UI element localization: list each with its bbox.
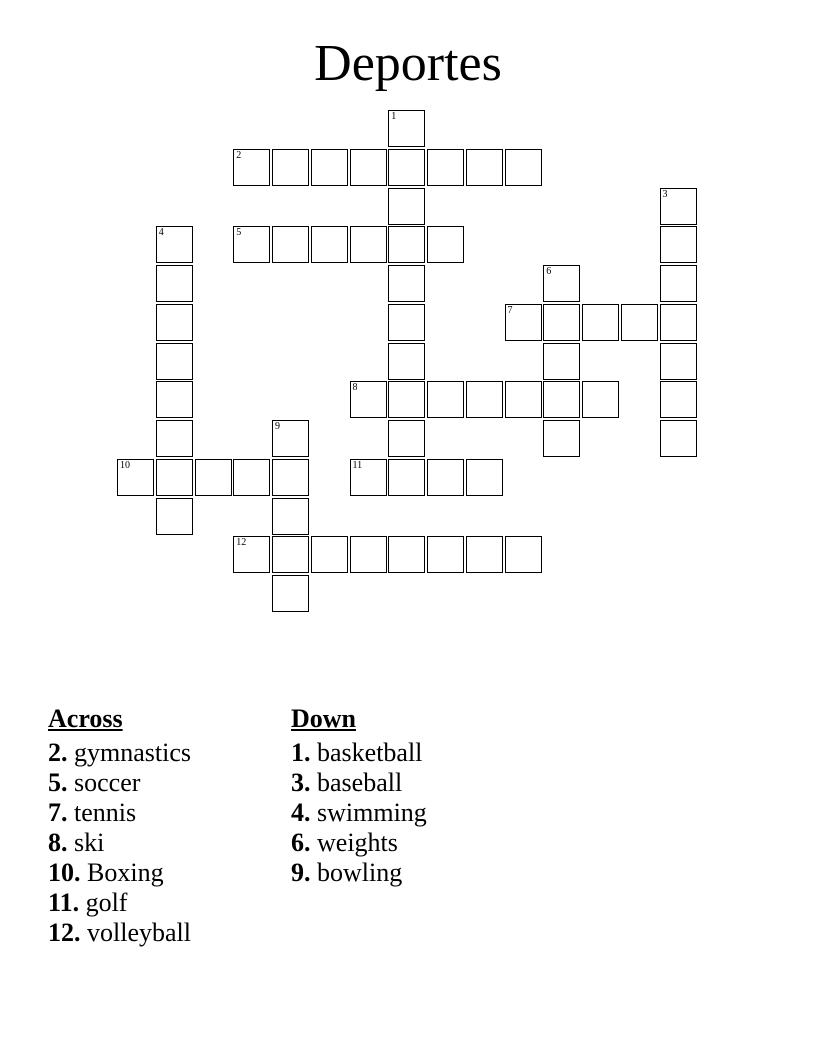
across-heading: Across xyxy=(48,704,123,733)
grid-cell[interactable] xyxy=(660,188,697,225)
across-clue-list xyxy=(48,738,191,948)
grid-cell[interactable] xyxy=(466,536,503,573)
grid-cell[interactable] xyxy=(272,226,309,263)
grid-cell[interactable] xyxy=(466,381,503,418)
grid-cell[interactable] xyxy=(660,265,697,302)
cell-number: 10 xyxy=(120,459,130,471)
grid-cell[interactable] xyxy=(466,149,503,186)
grid-cell[interactable] xyxy=(117,459,154,496)
cell-number: 4 xyxy=(158,227,164,239)
cell-number: 9 xyxy=(275,421,280,432)
across-clue xyxy=(48,918,191,948)
down-clue xyxy=(291,858,427,888)
down-clue xyxy=(291,738,427,768)
clue-number: 8. xyxy=(48,828,68,857)
across-clue xyxy=(48,798,191,828)
grid-cell[interactable] xyxy=(388,149,425,186)
grid-cell[interactable] xyxy=(350,381,387,418)
cell-number: 6 xyxy=(546,266,552,277)
grid-cell[interactable] xyxy=(388,381,425,418)
down-clues xyxy=(291,704,427,888)
cell-number: 2 xyxy=(236,149,242,161)
grid-cell[interactable] xyxy=(427,149,464,186)
clue-number: 12. xyxy=(48,918,81,947)
grid-cell[interactable] xyxy=(388,304,425,341)
clue-number: 2. xyxy=(48,738,68,767)
clue-text: weights xyxy=(310,828,398,857)
clue-text: Boxing xyxy=(80,858,164,887)
clue-number: 5. xyxy=(48,768,68,797)
grid-cell[interactable] xyxy=(272,420,309,457)
grid-cell[interactable] xyxy=(388,459,425,496)
grid-cell[interactable] xyxy=(582,381,619,418)
grid-cell[interactable] xyxy=(272,498,309,535)
grid-cell[interactable] xyxy=(156,498,193,535)
clue-text: volleyball xyxy=(80,918,191,947)
grid-cell[interactable] xyxy=(156,459,193,496)
grid-cell[interactable] xyxy=(543,420,580,457)
clue-text: gymnastics xyxy=(67,738,191,767)
clue-number: 4. xyxy=(291,798,311,827)
cell-number: 12 xyxy=(236,537,247,549)
clue-text: basketball xyxy=(310,738,423,767)
clue-number: 11. xyxy=(48,888,80,917)
grid-cell[interactable] xyxy=(388,536,425,573)
grid-cell[interactable] xyxy=(195,459,232,496)
across-clue xyxy=(48,768,191,798)
clue-number: 7. xyxy=(48,798,68,827)
grid-cell[interactable] xyxy=(388,226,425,263)
grid-cell[interactable] xyxy=(233,226,270,263)
clue-number: 10. xyxy=(48,858,81,887)
grid-cell[interactable] xyxy=(233,459,270,496)
cell-number: 1 xyxy=(391,111,397,122)
grid-cell[interactable] xyxy=(505,149,542,186)
grid-cell[interactable] xyxy=(156,265,193,302)
grid-cell[interactable] xyxy=(543,343,580,380)
clue-text: ski xyxy=(67,828,105,857)
grid-cell[interactable] xyxy=(621,304,658,341)
grid-cell[interactable] xyxy=(388,265,425,302)
down-clue xyxy=(291,768,427,798)
grid-cell[interactable] xyxy=(388,110,425,147)
grid-cell[interactable] xyxy=(660,304,697,341)
across-clue xyxy=(48,828,191,858)
grid-cell[interactable] xyxy=(505,304,542,341)
down-clue-list xyxy=(291,738,427,888)
grid-cell[interactable] xyxy=(660,226,697,263)
grid-cell[interactable] xyxy=(156,381,193,418)
cell-number: 3 xyxy=(662,188,668,200)
grid-cell[interactable] xyxy=(156,304,193,341)
grid-cell[interactable] xyxy=(156,226,193,263)
grid-cell[interactable] xyxy=(156,343,193,380)
grid-cell[interactable] xyxy=(350,149,387,186)
across-clue xyxy=(48,738,191,768)
cell-number: 8 xyxy=(352,382,358,394)
clue-text: soccer xyxy=(67,768,141,797)
grid-cell[interactable] xyxy=(233,536,270,573)
grid-cell[interactable] xyxy=(427,226,464,263)
grid-cell[interactable] xyxy=(660,381,697,418)
cell-number: 11 xyxy=(352,459,363,471)
across-clue xyxy=(48,858,191,888)
clue-text: swimming xyxy=(310,798,427,827)
grid-cell[interactable] xyxy=(350,226,387,263)
grid-cell[interactable] xyxy=(272,575,309,612)
grid-cell[interactable] xyxy=(543,265,580,302)
clue-text: golf xyxy=(79,888,128,917)
grid-cell[interactable] xyxy=(388,420,425,457)
cell-number: 5 xyxy=(236,227,242,239)
grid-cell[interactable] xyxy=(350,536,387,573)
clue-number: 1. xyxy=(291,738,311,767)
grid-cell[interactable] xyxy=(543,381,580,418)
grid-cell[interactable] xyxy=(427,536,464,573)
grid-cell[interactable] xyxy=(660,420,697,457)
grid-cell[interactable] xyxy=(582,304,619,341)
grid-cell[interactable] xyxy=(505,381,542,418)
down-clue xyxy=(291,798,427,828)
clue-text: bowling xyxy=(310,858,403,887)
grid-cell[interactable] xyxy=(427,381,464,418)
grid-cell[interactable] xyxy=(272,536,309,573)
grid-cell[interactable] xyxy=(350,459,387,496)
down-heading: Down xyxy=(291,704,357,733)
grid-cell[interactable] xyxy=(543,304,580,341)
grid-cell[interactable] xyxy=(466,459,503,496)
grid-cell[interactable] xyxy=(311,536,348,573)
grid-cell[interactable] xyxy=(427,459,464,496)
grid-cell[interactable] xyxy=(388,343,425,380)
down-clue xyxy=(291,828,427,858)
across-clue xyxy=(48,888,191,918)
grid-cell[interactable] xyxy=(311,226,348,263)
grid-cell[interactable] xyxy=(311,149,348,186)
cell-number: 7 xyxy=(507,304,513,316)
clue-number: 9. xyxy=(291,858,311,887)
grid-cell[interactable] xyxy=(272,459,309,496)
clue-text: baseball xyxy=(310,768,403,797)
clue-number: 3. xyxy=(291,768,311,797)
clue-text: tennis xyxy=(67,798,137,827)
grid-cell[interactable] xyxy=(272,149,309,186)
clue-number: 6. xyxy=(291,828,311,857)
grid-cell[interactable] xyxy=(388,188,425,225)
grid-cell[interactable] xyxy=(660,343,697,380)
across-clues xyxy=(48,704,191,948)
grid-cell[interactable] xyxy=(505,536,542,573)
grid-cell[interactable] xyxy=(233,149,270,186)
page-title: Deportes xyxy=(314,35,502,92)
grid-cell[interactable] xyxy=(156,420,193,457)
